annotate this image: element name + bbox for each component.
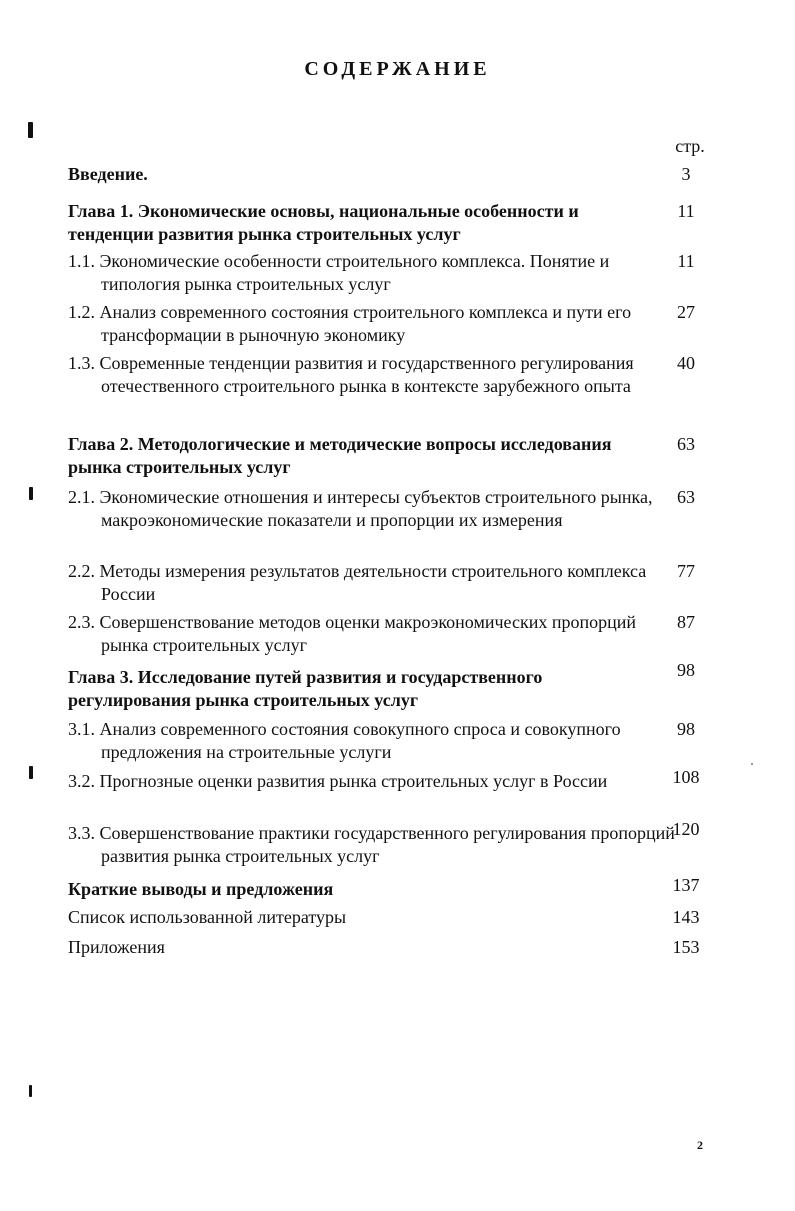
toc-entry-text: 3.3. Совершенствование практики государственного регулирования пропорций развития рынка строительных услуг	[68, 823, 675, 866]
binding-mark	[29, 766, 33, 779]
toc-entry-text: 2.1. Экономические отношения и интересы субъектов строительного рынка, макроэкономические показатели и пропорции их измерения	[68, 487, 653, 530]
toc-entry-text: 2.3. Совершенствование методов оценки макроэкономических пропорций рынка строительных услуг	[68, 612, 637, 655]
toc-entry-page: 40	[677, 353, 695, 373]
toc-entry-page: 137	[672, 875, 700, 895]
toc-entry-text: 1.3. Современные тенденции развития и государственного регулирования отечественного строительного рынка в контексте зарубежного опыта	[68, 353, 634, 396]
toc-entry-page: 108	[672, 767, 700, 787]
binding-mark	[28, 122, 33, 138]
toc-entry-text: 1.1. Экономические особенности строительного комплекса. Понятие и типология рынка строительных услуг	[68, 251, 610, 294]
toc-entry-page: 153	[672, 937, 700, 957]
toc-entry-page: 63	[677, 487, 695, 507]
toc-entry-page: 11	[677, 251, 695, 271]
toc-entry-text: Глава 3. Исследование путей развития и государственного регулирования рынка строительных услуг	[68, 667, 543, 710]
scan-speck	[751, 763, 753, 765]
toc-entry-text: 2.2. Методы измерения результатов деятельности строительного комплекса России	[68, 561, 647, 604]
toc-entry-page: 87	[677, 612, 695, 632]
toc-entry-text: 1.2. Анализ современного состояния строительного комплекса и пути его трансформации в рыночную экономику	[68, 302, 632, 345]
toc-entry-text: Приложения	[68, 937, 165, 957]
page-title: СОДЕРЖАНИЕ	[304, 58, 491, 80]
toc-entry-text: Список использованной литературы	[68, 907, 347, 927]
toc-entry-text: Глава 1. Экономические основы, национальные особенности и тенденции развития рынка строительных услуг	[68, 201, 579, 244]
binding-mark	[29, 1085, 32, 1097]
toc-entry-text: Глава 2. Методологические и методические вопросы исследования рынка строительных услуг	[68, 434, 612, 477]
toc-entry-page: 11	[677, 201, 695, 221]
toc-entry-page: 143	[672, 907, 700, 927]
toc-entry-text: 3.1. Анализ современного состояния совокупного спроса и совокупного предложения на строительные услуги	[68, 719, 621, 762]
toc-entry-page: 98	[677, 719, 695, 739]
page-column-label: стр.	[675, 136, 705, 156]
page-number: 2	[697, 1138, 703, 1152]
toc-entry-page: 77	[677, 561, 695, 581]
toc-entry-page: 98	[677, 660, 695, 680]
toc-entry-text: Краткие выводы и предложения	[68, 879, 334, 899]
toc-entry-page: 63	[677, 434, 695, 454]
toc-entry-text: 3.2. Прогнозные оценки развития рынка строительных услуг в России	[68, 771, 608, 791]
toc-entry-page: 3	[681, 164, 691, 184]
toc-entry-page: 120	[672, 819, 700, 839]
binding-mark	[29, 487, 33, 500]
toc-entry-page: 27	[677, 302, 695, 322]
toc-entry-text: Введение.	[68, 164, 148, 184]
